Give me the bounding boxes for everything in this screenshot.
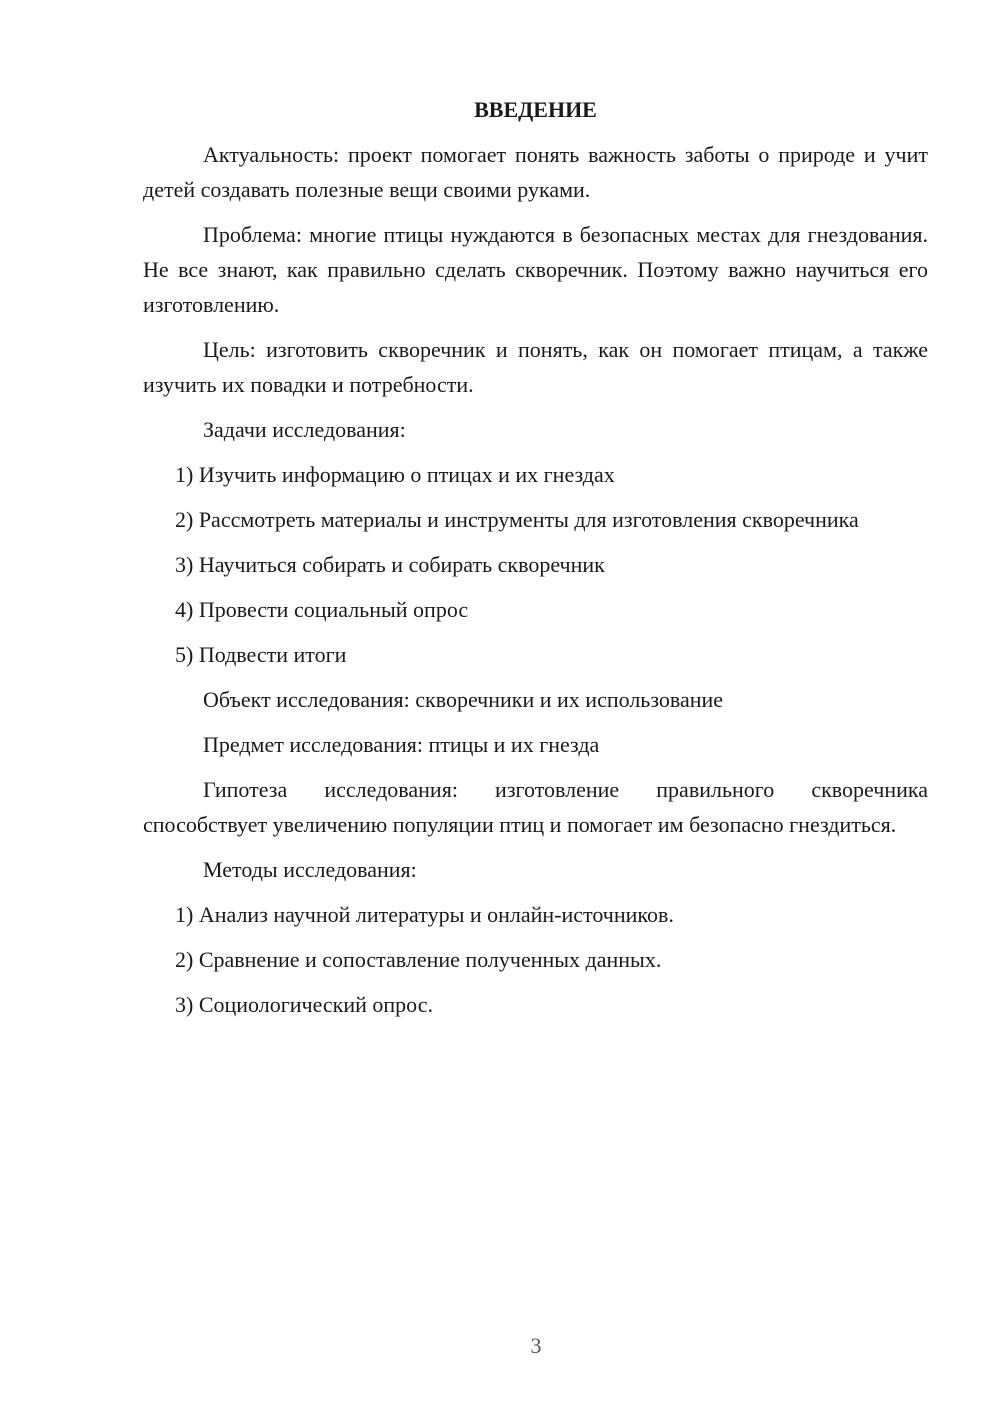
task-item: 2) Рассмотреть материалы и инструменты для изготовления скворечника: [175, 507, 859, 532]
task-item: 1) Изучить информацию о птицах и их гнездах: [175, 462, 615, 487]
task-item: 5) Подвести итоги: [175, 642, 347, 667]
document-body: [143, 92, 928, 1032]
goal-paragraph: Цель: изготовить скворечник и понять, как он помогает птицам, а также изучить их повадки и потребности.: [143, 337, 928, 397]
page-number: 3: [530, 1333, 542, 1358]
problem-paragraph: Проблема: многие птицы нуждаются в безопасных местах для гнездования. Не все знают, как правильно сделать скворечник. Поэтому важно научиться его изготовлению.: [143, 222, 928, 317]
task-item: 4) Провести социальный опрос: [175, 597, 469, 622]
section-title: ВВЕДЕНИЕ: [474, 97, 597, 122]
method-item: 2) Сравнение и сопоставление полученных данных.: [175, 947, 662, 972]
tasks-heading: Задачи исследования:: [203, 417, 406, 442]
method-item: 3) Социологический опрос.: [175, 992, 433, 1017]
relevance-paragraph: Актуальность: проект помогает понять важность заботы о природе и учит детей создавать полезные вещи своими руками.: [143, 142, 928, 202]
task-item: 3) Научиться собирать и собирать скворечник: [175, 552, 605, 577]
method-item: 1) Анализ научной литературы и онлайн-источников.: [175, 902, 674, 927]
methods-heading: Методы исследования:: [203, 857, 417, 882]
object-paragraph: Объект исследования: скворечники и их использование: [203, 687, 724, 712]
subject-paragraph: Предмет исследования: птицы и их гнезда: [203, 732, 600, 757]
hypothesis-paragraph: Гипотеза исследования: изготовление правильного скворечника способствует увеличению популяции птиц и помогает им безопасно гнездиться.: [143, 777, 928, 837]
